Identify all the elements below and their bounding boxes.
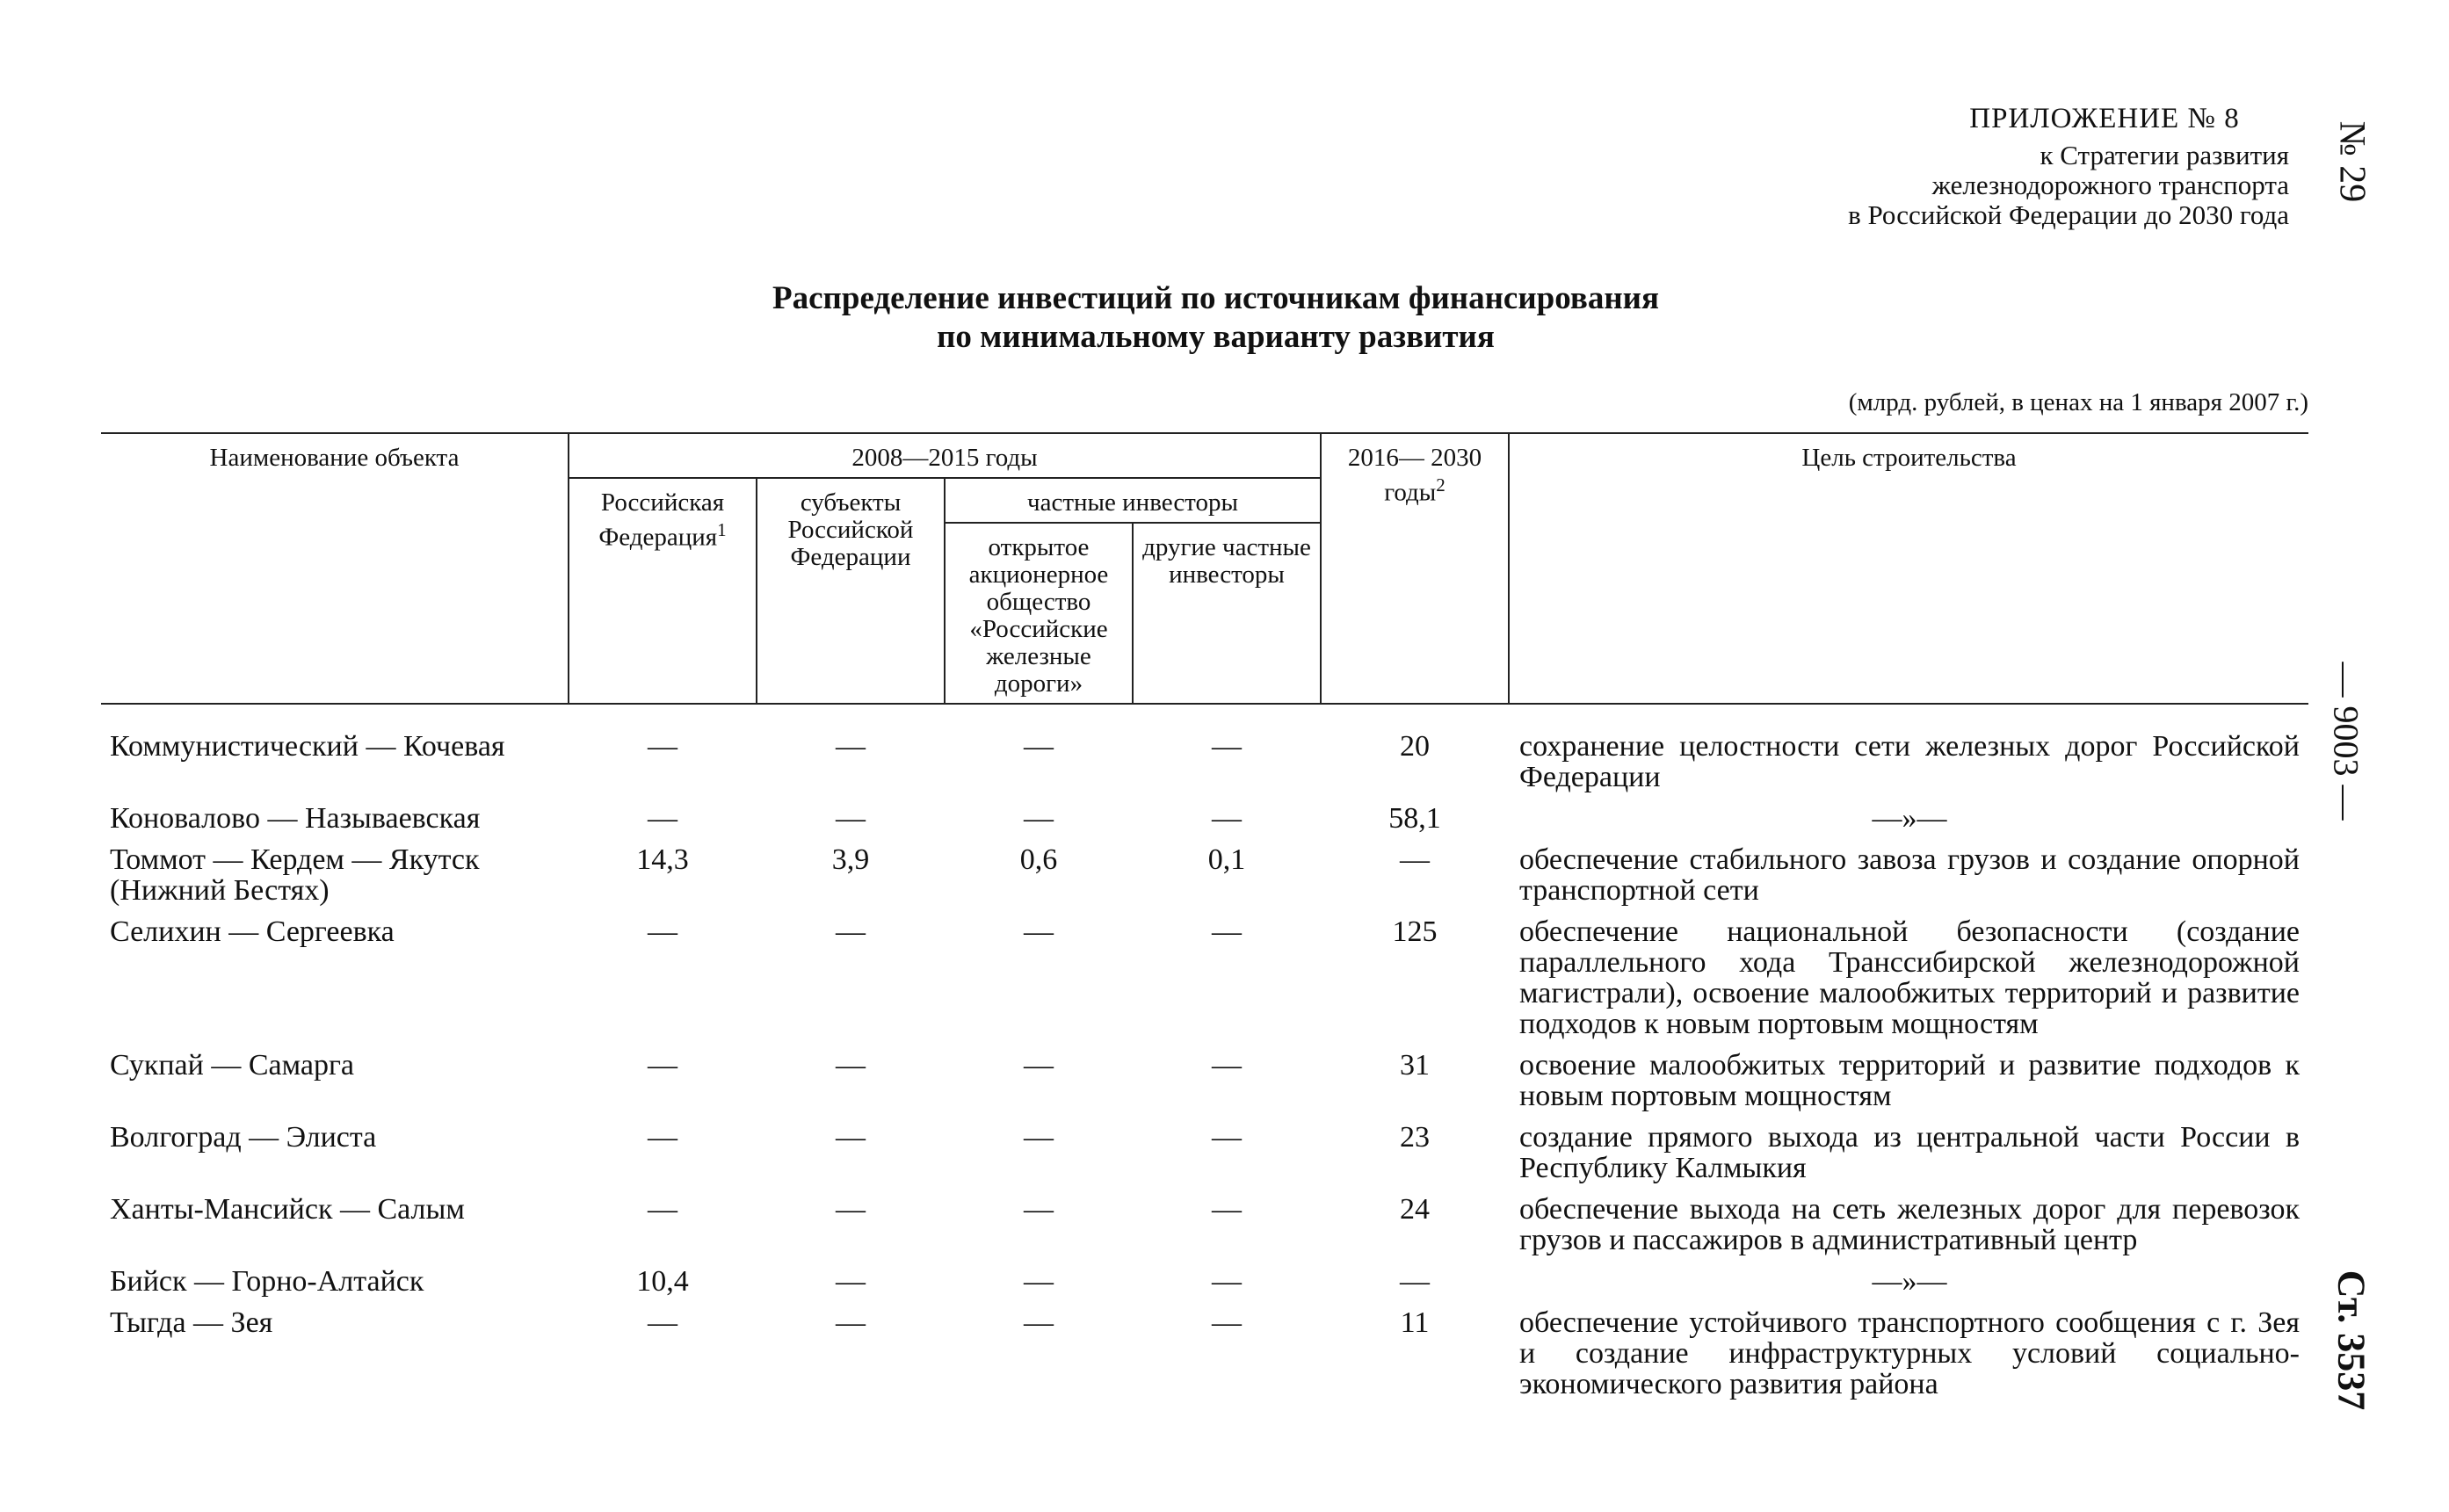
table-row <box>101 1307 2308 1410</box>
cell-other: — <box>1212 802 1242 835</box>
cell-other: — <box>1212 730 1242 763</box>
cell-period2: 24 <box>1400 1193 1430 1226</box>
row-name: Ханты-Мансийск — Салым <box>110 1193 465 1226</box>
header-period1: 2008—2015 годы <box>569 433 1321 478</box>
cell-goal: обеспечение выхода на сеть железных дорог для перевозок грузов и пассажиров в административный центр <box>1519 1193 2300 1256</box>
title-line: по минимальному варианту развития <box>937 319 1495 355</box>
header-other: другие частные инвесторы <box>1133 523 1321 704</box>
cell-other: — <box>1212 1049 1242 1082</box>
cell-rf: — <box>648 730 677 763</box>
cell-rzd: — <box>1024 1193 1054 1226</box>
cell-subjects: — <box>836 730 866 763</box>
investment-table <box>101 432 2308 1410</box>
cell-rzd: — <box>1024 802 1054 835</box>
document-title <box>721 279 1711 357</box>
cell-goal: обеспечение национальной безопасности (создание параллельного хода Транссибирской железнодорожной магистрали), освоение малообжитых территорий и развитие подходов к новым портовым мощностям <box>1519 915 2300 1040</box>
cell-rf: 10,4 <box>636 1265 689 1298</box>
cell-period2: 23 <box>1400 1121 1430 1154</box>
article-number: Ст. 3537 <box>2329 1270 2373 1411</box>
table-row <box>101 916 2308 1050</box>
cell-subjects: 3,9 <box>831 843 870 876</box>
table-row <box>101 1194 2308 1266</box>
header-period2: 2016— 2030 годы$^2$ <box>1321 433 1509 704</box>
cell-subjects: — <box>836 1265 866 1298</box>
table-row <box>101 731 2308 803</box>
header-name: Наименование объекта <box>101 433 569 704</box>
header-rf: Российская Федерация$^1$ <box>569 478 757 704</box>
cell-other: — <box>1212 1193 1242 1226</box>
cell-period2: 58,1 <box>1388 802 1441 835</box>
cell-goal: обеспечение стабильного завоза грузов и создание опорной транспортной сети <box>1519 843 2300 907</box>
cell-period2: 125 <box>1392 915 1438 948</box>
cell-goal: —»— <box>1872 1265 1947 1298</box>
cell-other: — <box>1212 1121 1242 1154</box>
row-name: Коновалово — Называевская <box>110 802 481 835</box>
cell-subjects: — <box>836 802 866 835</box>
table-row <box>101 1122 2308 1194</box>
appendix-line: в Российской Федерации до 2030 года <box>1848 199 2289 230</box>
cell-goal: обеспечение устойчивого транспортного сообщения с г. Зея и создание инфраструктурных условий социально-экономического развития района <box>1519 1306 2300 1400</box>
cell-other: — <box>1212 915 1242 948</box>
cell-rzd: — <box>1024 1121 1054 1154</box>
issue-number: № 29 <box>2331 120 2373 203</box>
cell-rf: — <box>648 1306 677 1339</box>
cell-goal: сохранение целостности сети железных дорог Российской Федерации <box>1519 730 2300 793</box>
cell-rzd: — <box>1024 1049 1054 1082</box>
header-private: частные инвесторы <box>945 478 1321 523</box>
appendix-line: к Стратегии развития <box>2040 140 2289 170</box>
cell-rf: — <box>648 1121 677 1154</box>
title-line: Распределение инвестиций по источникам финансирования <box>772 280 1659 316</box>
cell-period2: — <box>1400 843 1430 876</box>
cell-period2: 31 <box>1400 1049 1430 1082</box>
cell-rzd: — <box>1024 730 1054 763</box>
appendix-heading: ПРИЛОЖЕНИЕ № 8 <box>1969 103 2240 134</box>
cell-other: — <box>1212 1265 1242 1298</box>
cell-subjects: — <box>836 1193 866 1226</box>
header-subjects: субъекты Российской Федерации <box>757 478 945 704</box>
table-row <box>101 1266 2308 1307</box>
cell-rzd: — <box>1024 1306 1054 1339</box>
cell-rzd: — <box>1024 1265 1054 1298</box>
header-goal: Цель строительства <box>1509 433 2308 704</box>
cell-goal: создание прямого выхода из центральной части России в Республику Калмыкия <box>1519 1121 2300 1184</box>
cell-subjects: — <box>836 915 866 948</box>
row-name: Тыгда — Зея <box>110 1306 273 1339</box>
cell-other: 0,1 <box>1207 843 1246 876</box>
cell-goal: освоение малообжитых территорий и развитие подходов к новым портовым мощностям <box>1519 1049 2300 1112</box>
cell-rf: 14,3 <box>636 843 689 876</box>
page-number: — 9003 — <box>2326 662 2366 821</box>
header-rzd: открытое акционерное общество «Российские железные дороги» <box>945 523 1133 704</box>
cell-other: — <box>1212 1306 1242 1339</box>
cell-subjects: — <box>836 1121 866 1154</box>
cell-rzd: — <box>1024 915 1054 948</box>
cell-rf: — <box>648 1193 677 1226</box>
cell-rf: — <box>648 1049 677 1082</box>
cell-period2: 11 <box>1400 1306 1430 1339</box>
units-note: (млрд. рублей, в ценах на 1 января 2007 г.) <box>1848 388 2308 416</box>
cell-subjects: — <box>836 1049 866 1082</box>
row-name: Селихин — Сергеевка <box>110 915 395 948</box>
row-name: Бийск — Горно-Алтайск <box>110 1265 424 1298</box>
row-name: Волгоград — Элиста <box>110 1121 377 1154</box>
appendix-block <box>1848 104 2289 230</box>
table-row <box>101 803 2308 844</box>
cell-rzd: 0,6 <box>1019 843 1058 876</box>
row-name: Томмот — Кердем — Якутск (Нижний Бестях) <box>110 843 480 907</box>
appendix-line: железнодорожного транспорта <box>1931 170 2289 200</box>
cell-rf: — <box>648 802 677 835</box>
table-row <box>101 844 2308 916</box>
cell-subjects: — <box>836 1306 866 1339</box>
table-row <box>101 1050 2308 1122</box>
cell-rf: — <box>648 915 677 948</box>
row-name: Сукпай — Самарга <box>110 1049 355 1082</box>
cell-goal: —»— <box>1872 802 1947 835</box>
row-name: Коммунистический — Кочевая <box>110 730 505 763</box>
cell-period2: 20 <box>1400 730 1430 763</box>
cell-period2: — <box>1400 1265 1430 1298</box>
